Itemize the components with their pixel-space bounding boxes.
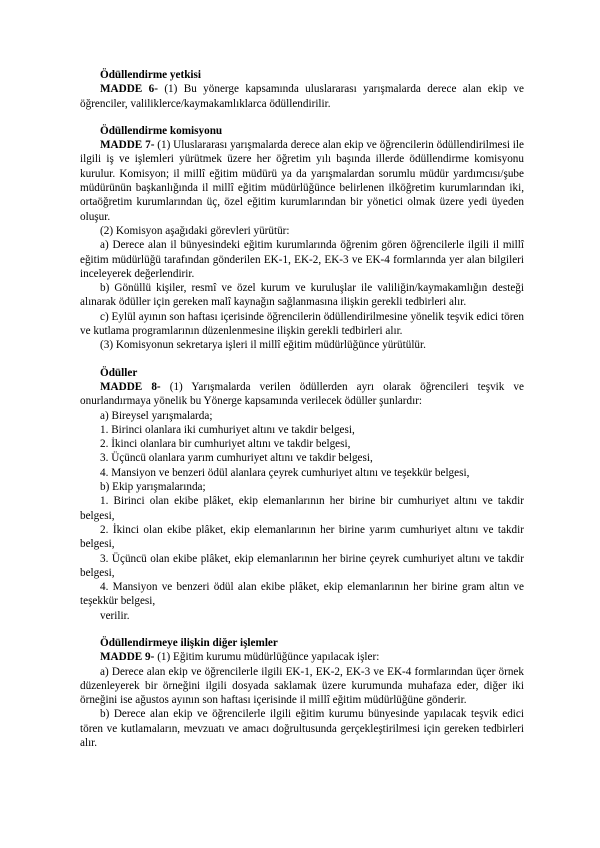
article-number: MADDE 9-	[100, 651, 155, 664]
paragraph: c) Eylül ayının son haftası içerisinde öğrencilerin ödüllendirilmesine yönelik teşvik edici tören ve kutlama programlarının düzenlenmesine ilişkin gerekli tedbirleri alır.	[80, 310, 524, 338]
section-heading: Ödüllendirme yetkisi	[100, 69, 202, 81]
paragraph: (2) Komisyon aşağıdaki görevleri yürütür:	[100, 224, 290, 237]
paragraph-text: (1) Yarışmalarda verilen ödüllerden ayrı olarak öğrencileri teşvik ve onurlandırmaya yönelik bu Yönerge kapsamında verilecek ödüller şunlardır:	[80, 380, 524, 408]
list-item: 4. Mansiyon ve benzeri ödül alanlara çeyrek cumhuriyet altını ve teşekkür belgesi,	[100, 466, 470, 479]
paragraph-text: (1) Bu yönerge kapsamında uluslararası yarışmalarda derece alan ekip ve öğrenciler, valiliklerce/kaymakamlıklarca ödüllendirilir.	[80, 83, 524, 110]
list-item: 3. Üçüncü olanlara yarım cumhuriyet altını ve takdir belgesi,	[100, 452, 373, 465]
paragraph-text: (1) Eğitim kurumu müdürlüğünce yapılacak işler:	[154, 651, 380, 664]
article-number: MADDE 7-	[100, 139, 155, 152]
article-paragraph	[80, 650, 524, 664]
article-number: MADDE 8-	[100, 380, 161, 393]
paragraph: (3) Komisyonun sekretarya işleri il millî eğitim müdürlüğünce yürütülür.	[100, 339, 426, 352]
section-heading: Ödüllendirmeye ilişkin diğer işlemler	[100, 636, 278, 649]
article-paragraph	[80, 138, 524, 224]
paragraph: b) Ekip yarışmalarında;	[100, 481, 206, 494]
list-item: 3. Üçüncü olan ekibe plâket, ekip elemanlarının her birine çeyrek cumhuriyet altını ve takdir belgesi,	[80, 552, 524, 579]
paragraph: verilir.	[100, 609, 130, 622]
paragraph: a) Bireysel yarışmalarda;	[100, 409, 213, 422]
paragraph: a) Derece alan ekip ve öğrencilerle ilgili EK-1, EK-2, EK-3 ve EK-4 formlarından üçer örnek düzenleyerek bir örneğini ilgili dosyada saklamak üzere kurumunda muhafaza eder, diğer iki örneğini ise ağustos ayının son haftası içerisinde il millî eğitim müdürlüğüne gönderir.	[80, 665, 524, 707]
section-odullendirme-komisyonu	[80, 124, 524, 353]
list-item: 4. Mansiyon ve benzeri ödül alan ekibe plâket, ekip elemanlarının her birine gram altın ve teşekkür belgesi,	[80, 581, 524, 608]
section-odullendirmeye-iliskin-diger-islemler	[80, 636, 524, 750]
paragraph: b) Derece alan ekip ve öğrencilerle ilgili eğitim kurumu bünyesinde yapılacak teşvik edici tören ve kutlamaların, mevzuatı ve amacı doğrultusunda gerçekleştirilmesi için gereken tedbirleri alır.	[80, 708, 524, 750]
document-page	[80, 68, 524, 750]
section-oduller	[80, 366, 524, 623]
list-item: 1. Birinci olan ekibe plâket, ekip elemanlarının her birine bir cumhuriyet altını ve takdir belgesi,	[80, 495, 524, 522]
article-number: MADDE 6-	[100, 83, 158, 96]
paragraph: a) Derece alan il bünyesindeki eğitim kurumlarında öğrenim gören öğrencilerle ilgili il millî eğitim müdürlüğü tarafından gönderilen EK-1, EK-2, EK-3 ve EK-4 formlarında yer alan bilgileri inceleyerek değerlendirir.	[80, 239, 524, 280]
list-item: 1. Birinci olanlara iki cumhuriyet altını ve takdir belgesi,	[100, 423, 355, 436]
article-paragraph	[80, 380, 524, 409]
list-item: 2. İkinci olan ekibe plâket, ekip elemanlarının her birine yarım cumhuriyet altını ve takdir belgesi,	[80, 523, 524, 551]
article-paragraph	[80, 82, 524, 111]
section-heading: Ödüllendirme komisyonu	[100, 124, 223, 137]
section-odullendirme-yetkisi	[80, 68, 524, 111]
paragraph: b) Gönüllü kişiler, resmî ve özel kurum ve kuruluşlar ile valiliğin/kaymakamlığın desteği alınarak ödüller için gereken malî kaynağın sağlanmasına ilişkin gerekli tedbirleri alır.	[80, 282, 524, 309]
list-item: 2. İkinci olanlara bir cumhuriyet altını ve takdir belgesi,	[100, 438, 351, 451]
section-heading: Ödüller	[100, 366, 138, 379]
paragraph-text: (1) Uluslararası yarışmalarda derece alan ekip ve öğrencilerin ödüllendirilmesi ile ilgili iş ve işlemleri yürütmek üzere her öğretim yılı başında illerde ödüllendirme komisyonu kurulur. Komisyon; il millî eğitim müdürü ya da yarışmalardan sorumlu müdür yardımcısı/şube müdürünün başkanlığında il millî eğitim müdürlüğünce belirlenen ilköğretim kurumlarından iki, ortaöğretim kurumlarından üç, özel eğitim kurumlarından bir yönetici olmak üzere yedi üyeden oluşur.	[80, 139, 524, 223]
